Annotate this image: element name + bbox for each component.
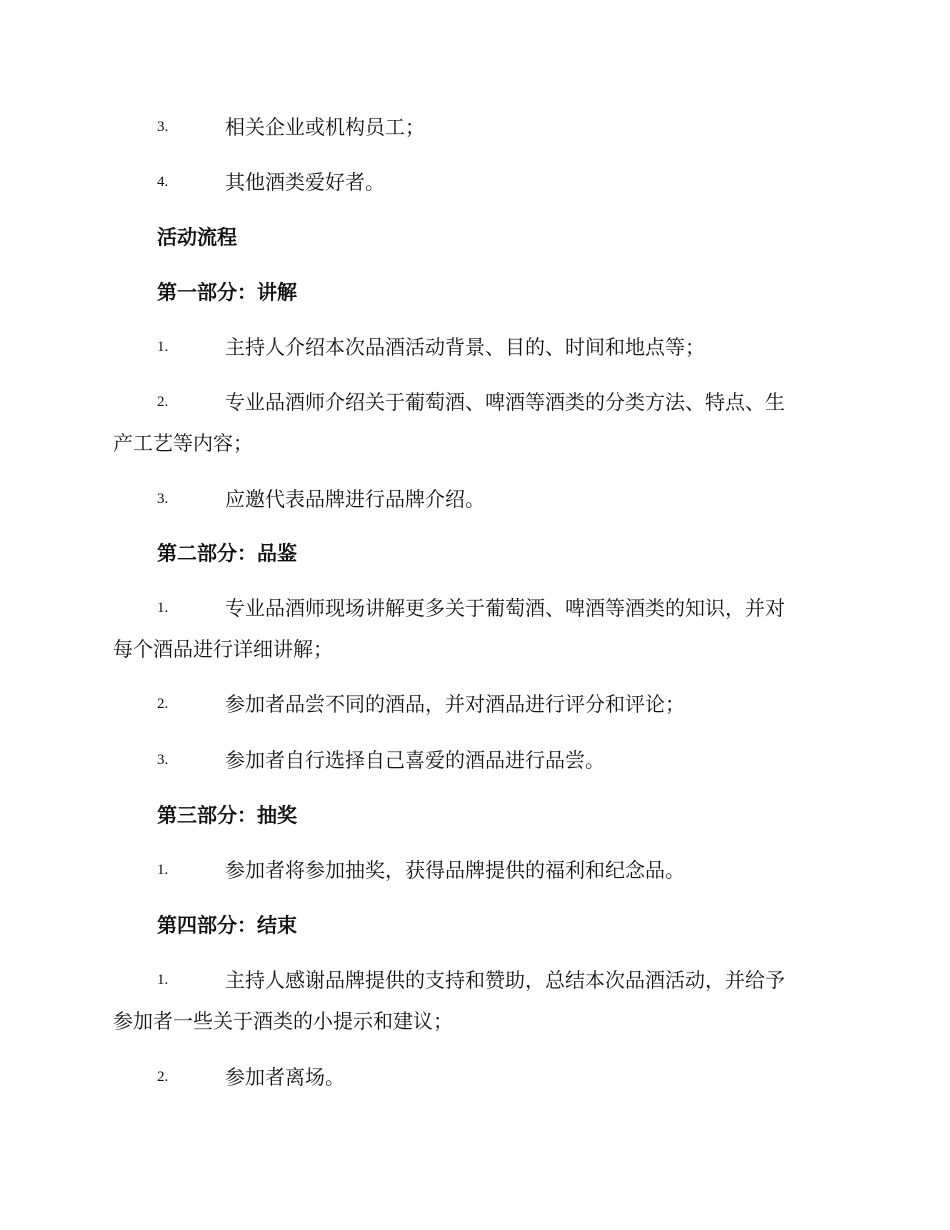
list-number: 3.	[157, 491, 169, 507]
list-number: 2.	[157, 696, 169, 712]
list-number: 1.	[157, 600, 169, 616]
list-item-text: 应邀代表品牌进行品牌介绍。	[225, 487, 485, 511]
list-number: 2.	[157, 1069, 169, 1085]
list-item-text: 主持人感谢品牌提供的支持和赞助，总结本次品酒活动，并给予	[225, 968, 785, 992]
list-number: 4.	[157, 174, 169, 190]
list-number: 3.	[157, 119, 169, 135]
list-item-text: 主持人介绍本次品酒活动背景、目的、时间和地点等；	[225, 335, 705, 359]
part2-heading: 第二部分：品鉴	[157, 541, 297, 565]
list-item-continuation: 每个酒品进行详细讲解；	[113, 637, 333, 661]
part4-heading: 第四部分：结束	[157, 913, 297, 937]
list-number: 1.	[157, 972, 169, 988]
list-number: 1.	[157, 339, 169, 355]
list-number: 3.	[157, 752, 169, 768]
list-item-text: 参加者将参加抽奖，获得品牌提供的福利和纪念品。	[225, 858, 685, 882]
list-item-continuation: 参加者一些关于酒类的小提示和建议；	[113, 1009, 453, 1033]
list-number: 2.	[157, 394, 169, 410]
part1-heading: 第一部分：讲解	[157, 280, 297, 304]
list-item-text: 参加者自行选择自己喜爱的酒品进行品尝。	[225, 748, 605, 772]
list-item-text: 专业品酒师现场讲解更多关于葡萄酒、啤酒等酒类的知识，并对	[225, 596, 785, 620]
list-item-text: 参加者离场。	[225, 1065, 345, 1089]
list-item-text: 相关企业或机构员工；	[225, 115, 425, 139]
list-item-text: 其他酒类爱好者。	[225, 170, 385, 194]
list-item-continuation: 产工艺等内容；	[113, 431, 253, 455]
part3-heading: 第三部分：抽奖	[157, 803, 297, 827]
list-item-text: 参加者品尝不同的酒品，并对酒品进行评分和评论；	[225, 692, 685, 716]
list-number: 1.	[157, 862, 169, 878]
list-item-text: 专业品酒师介绍关于葡萄酒、啤酒等酒类的分类方法、特点、生	[225, 390, 785, 414]
section-title: 活动流程	[157, 225, 237, 249]
